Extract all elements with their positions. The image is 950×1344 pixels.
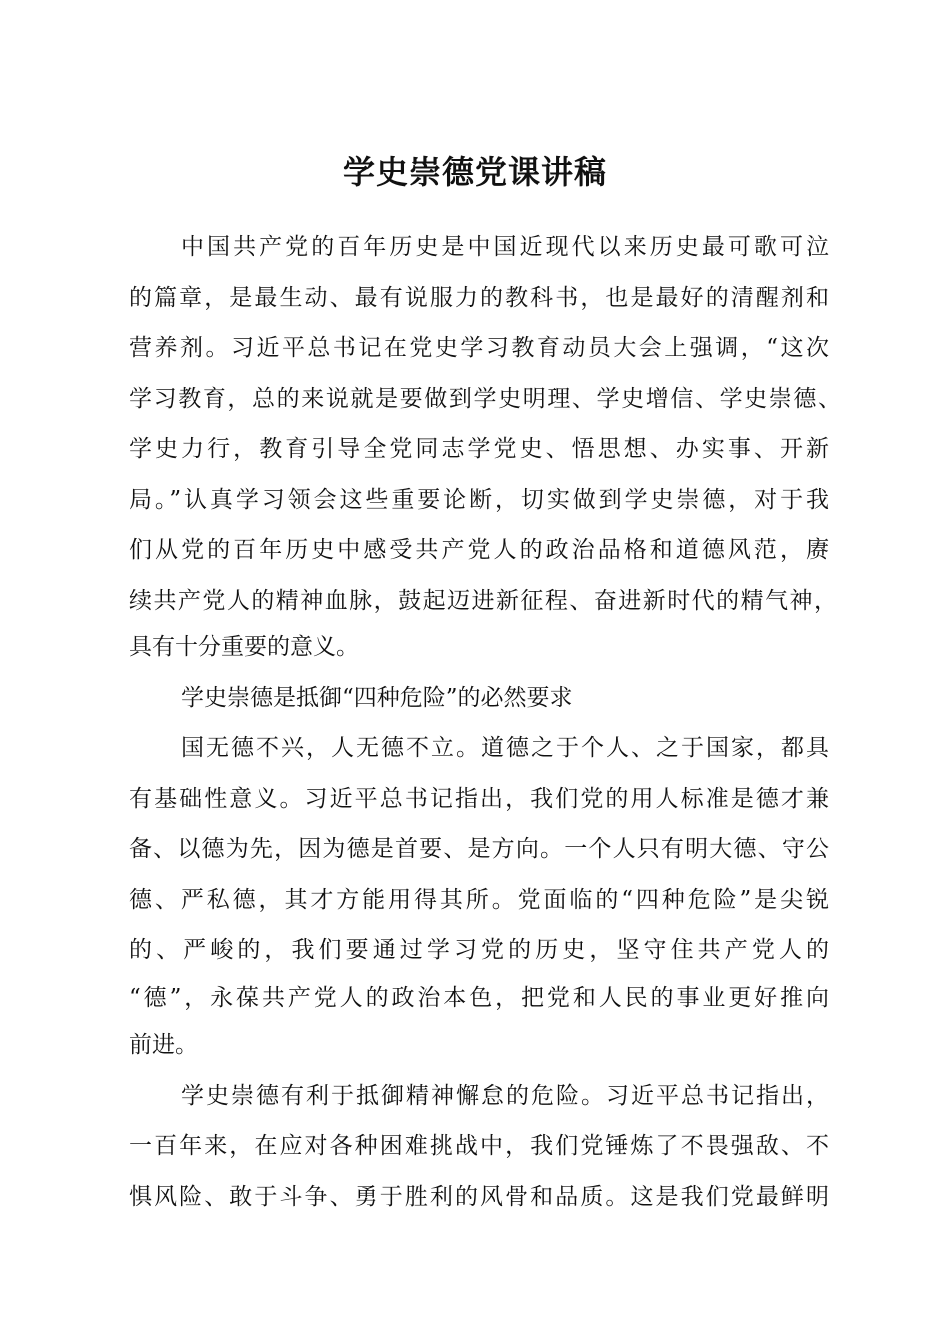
document-title: 学史崇德党课讲稿 <box>342 153 607 191</box>
section-heading: 学史崇德是抵御“四种危险”的必然要求 <box>181 685 573 711</box>
paragraph-line: 们从党的百年历史中感受共产党人的政治品格和道德风范，赓 <box>129 537 829 563</box>
paragraph-line: 营养剂。习近平总书记在党史学习教育动员大会上强调，“这次 <box>129 335 829 361</box>
paragraph-line: 学史崇德有利于抵御精神懈怠的危险。习近平总书记指出， <box>181 1083 829 1109</box>
paragraph-line: 的、严峻的，我们要通过学习党的历史，坚守住共产党人的 <box>129 937 829 963</box>
paragraph-line: 中国共产党的百年历史是中国近现代以来历史最可歌可泣 <box>181 234 829 260</box>
paragraph-line: 德、严私德，其才方能用得其所。党面临的“四种危险”是尖锐 <box>129 887 829 913</box>
paragraph-line: 的篇章，是最生动、最有说服力的教科书，也是最好的清醒剂和 <box>129 285 829 311</box>
paragraph-line: “德”，永葆共产党人的政治本色，把党和人民的事业更好推向 <box>129 985 829 1011</box>
paragraph-line: 续共产党人的精神血脉，鼓起迈进新征程、奋进新时代的精气神， <box>129 588 837 614</box>
paragraph-line: 惧风险、敢于斗争、勇于胜利的风骨和品质。这是我们党最鲜明 <box>129 1184 829 1210</box>
paragraph-line: 一百年来，在应对各种困难挑战中，我们党锤炼了不畏强敌、不 <box>129 1133 829 1159</box>
paragraph-line: 学习教育，总的来说就是要做到学史明理、学史增信、学史崇德、 <box>129 386 841 412</box>
paragraph-line: 备、以德为先，因为德是首要、是方向。一个人只有明大德、守公 <box>129 836 829 862</box>
paragraph-line: 学史力行，教育引导全党同志学党史、悟思想、办实事、开新 <box>129 436 829 462</box>
paragraph-line: 有基础性意义。习近平总书记指出，我们党的用人标准是德才兼 <box>129 786 829 812</box>
paragraph-line: 国无德不兴，人无德不立。道德之于个人、之于国家，都具 <box>181 735 829 761</box>
paragraph-line: 前进。 <box>129 1032 198 1058</box>
paragraph-line: 具有十分重要的意义。 <box>129 634 359 660</box>
paragraph-line: 局。”认真学习领会这些重要论断，切实做到学史崇德，对于我 <box>129 487 829 513</box>
